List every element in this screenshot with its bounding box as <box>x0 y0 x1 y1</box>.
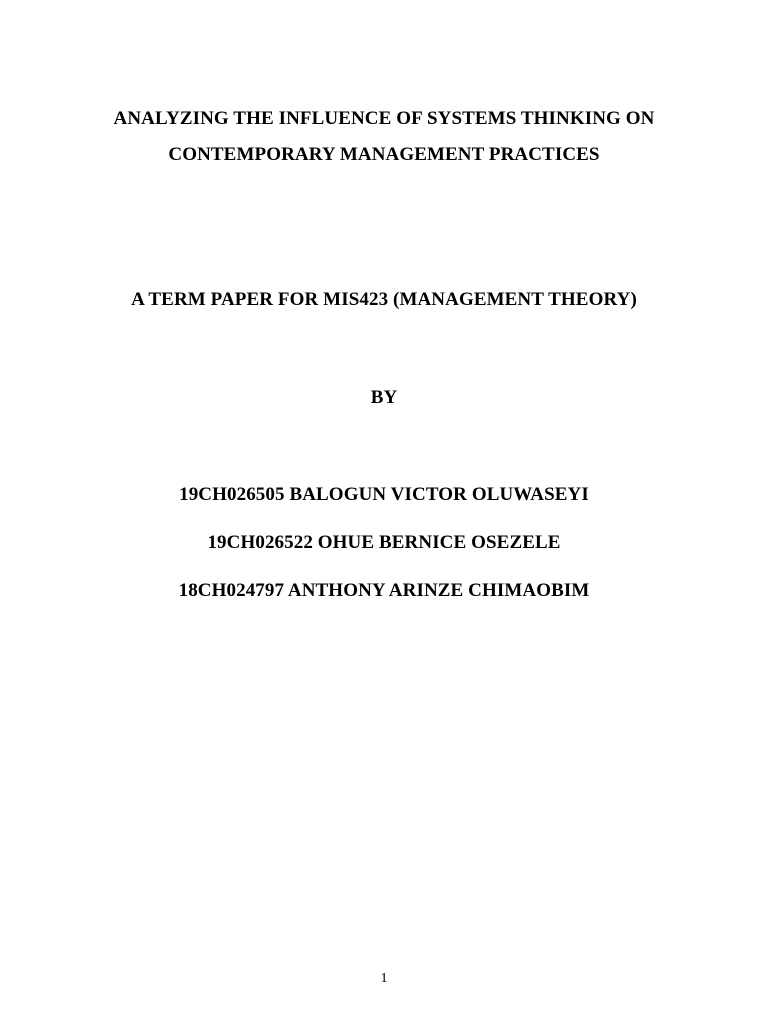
page-number: 1 <box>380 971 388 986</box>
title-line-1: ANALYZING THE INFLUENCE OF SYSTEMS THINKING ON <box>113 108 655 129</box>
by-label: BY <box>370 387 398 408</box>
title-line-2: CONTEMPORARY MANAGEMENT PRACTICES <box>168 144 600 165</box>
author-3: 18CH024797 ANTHONY ARINZE CHIMAOBIM <box>178 580 590 601</box>
author-2: 19CH026522 OHUE BERNICE OSEZELE <box>207 532 561 553</box>
subtitle: A TERM PAPER FOR MIS423 (MANAGEMENT THEORY) <box>131 289 637 310</box>
author-1: 19CH026505 BALOGUN VICTOR OLUWASEYI <box>179 484 589 505</box>
